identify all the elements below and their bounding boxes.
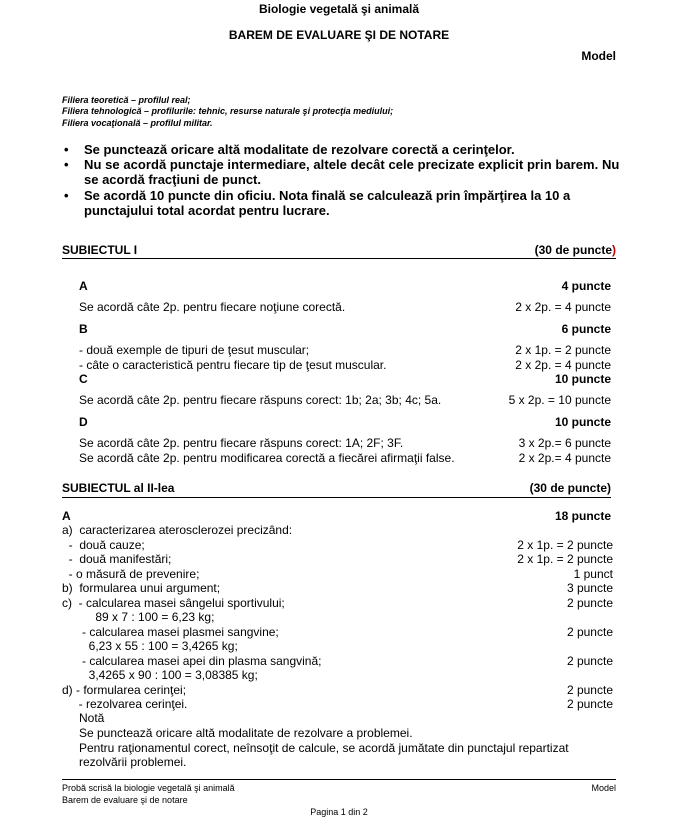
nota-line: Se punctează oricare altă modalitate de rezolvare a problemei. <box>79 726 413 740</box>
bullet-icon: • <box>64 142 69 157</box>
filiera-line: Filiera vocaţională – profilul militar. <box>62 118 213 128</box>
criteria-text: 89 x 7 : 100 = 6,23 kg; <box>62 610 215 624</box>
criteria-points: 2 puncte <box>566 697 613 711</box>
section-letter: A <box>62 509 71 523</box>
subiect2-title: SUBIECTUL al II-lea <box>62 481 175 495</box>
section-letter: C <box>79 372 88 386</box>
barem-calc: 2 x 1p. = 2 puncte <box>515 343 611 357</box>
document-subtitle: BAREM DE EVALUARE ŞI DE NOTARE <box>228 28 450 42</box>
criteria-text: - două cauze; <box>62 538 145 552</box>
barem-line: - câte o caracteristică pentru fiecare tip de ţesut muscular. <box>79 358 387 372</box>
nota-title: Notă <box>79 711 105 725</box>
footer-divider <box>62 779 616 780</box>
criteria-text: a) caracterizarea aterosclerozei precizând: <box>62 523 293 537</box>
criteria-points: 3 puncte <box>566 581 613 595</box>
rule-text: punctajului total acordat pentru lucrare. <box>84 203 330 218</box>
section-letter: B <box>79 322 88 336</box>
criteria-text: - rezolvarea cerinţei. <box>62 697 188 711</box>
criteria-text: c) - calcularea masei sângelui sportivului; <box>62 596 285 610</box>
criteria-points: 2 x 1p. = 2 puncte <box>517 552 613 566</box>
criteria-points: 2 puncte <box>566 625 613 639</box>
criteria-text: - două manifestări; <box>62 552 172 566</box>
barem-line: - două exemple de tipuri de ţesut muscular; <box>79 343 310 357</box>
criteria-text: d) - formularea cerinţei; <box>62 683 187 697</box>
bullet-icon: • <box>64 157 69 172</box>
section-divider <box>62 258 616 259</box>
barem-calc: 2 x 2p. = 4 puncte <box>515 300 611 314</box>
bullet-icon: • <box>64 188 69 203</box>
criteria-points: 2 puncte <box>566 683 613 697</box>
section-points: 18 puncte <box>554 509 611 523</box>
section-points: 10 puncte <box>554 372 611 386</box>
criteria-text: 6,23 x 55 : 100 = 3,4265 kg; <box>62 639 238 653</box>
subiect1-points: (30 de puncte) <box>534 243 616 257</box>
criteria-points: 2 puncte <box>566 596 613 610</box>
barem-line: Se acordă câte 2p. pentru fiecare răspuns corect: 1b; 2a; 3b; 4c; 5a. <box>79 393 442 407</box>
section-points: 10 puncte <box>554 415 611 429</box>
footer-model: Model <box>591 783 616 793</box>
footer-text: Probă scrisă la biologie vegetală şi animală <box>62 783 235 793</box>
barem-calc: 5 x 2p. = 10 puncte <box>508 393 611 407</box>
footer-text: Barem de evaluare şi de notare <box>62 795 188 805</box>
filiera-line: Filiera teoretică – profilul real; <box>62 95 191 105</box>
section-letter: D <box>79 415 88 429</box>
nota-line: rezolvării problemei. <box>79 755 187 769</box>
criteria-text: 3,4265 x 90 : 100 = 3,08385 kg; <box>62 668 258 682</box>
barem-line: Se acordă câte 2p. pentru fiecare răspuns corect: 1A; 2F; 3F. <box>79 436 404 450</box>
page-number: Pagina 1 din 2 <box>310 807 368 817</box>
filiera-line: Filiera tehnologică – profilurile: tehnic, resurse naturale şi protecţia mediului; <box>62 106 394 116</box>
subiect2-points: (30 de puncte) <box>529 481 611 495</box>
section-divider <box>62 497 611 498</box>
section-letter: A <box>79 279 88 293</box>
barem-calc: 3 x 2p.= 6 puncte <box>518 436 611 450</box>
criteria-points: 1 punct <box>573 567 613 581</box>
barem-calc: 2 x 2p. = 4 puncte <box>515 358 611 372</box>
rule-text: Se acordă 10 puncte din oficiu. Nota finală se calculează prin împărţirea la 10 a <box>84 188 571 203</box>
rule-text: Nu se acordă punctaje intermediare, altele decât cele precizate explicit prin barem. Nu <box>84 157 620 172</box>
rule-text: Se punctează oricare altă modalitate de rezolvare corectă a cerinţelor. <box>84 142 515 157</box>
criteria-points: 2 puncte <box>566 654 613 668</box>
section-points: 4 puncte <box>561 279 611 293</box>
barem-line: Se acordă câte 2p. pentru fiecare noţiune corectă. <box>79 300 346 314</box>
barem-line: Se acordă câte 2p. pentru modificarea corectă a fiecărei afirmaţii false. <box>79 451 455 465</box>
barem-calc: 2 x 2p.= 4 puncte <box>518 451 611 465</box>
criteria-text: - calcularea masei apei din plasma sangvină; <box>62 654 322 668</box>
criteria-points: 2 x 1p. = 2 puncte <box>517 538 613 552</box>
criteria-text: b) formularea unui argument; <box>62 581 221 595</box>
section-points: 6 puncte <box>561 322 611 336</box>
criteria-text: - o măsură de prevenire; <box>62 567 200 581</box>
document-title: Biologie vegetală şi animală <box>258 2 420 16</box>
subiect1-title: SUBIECTUL I <box>62 243 138 257</box>
rule-text: se acordă fracţiuni de punct. <box>84 172 261 187</box>
nota-line: Pentru raţionamentul corect, neînsoţit de calcule, se acordă jumătate din punctajul repartizat <box>79 741 569 755</box>
criteria-text: - calcularea masei plasmei sangvine; <box>62 625 279 639</box>
model-label: Model <box>581 49 616 63</box>
